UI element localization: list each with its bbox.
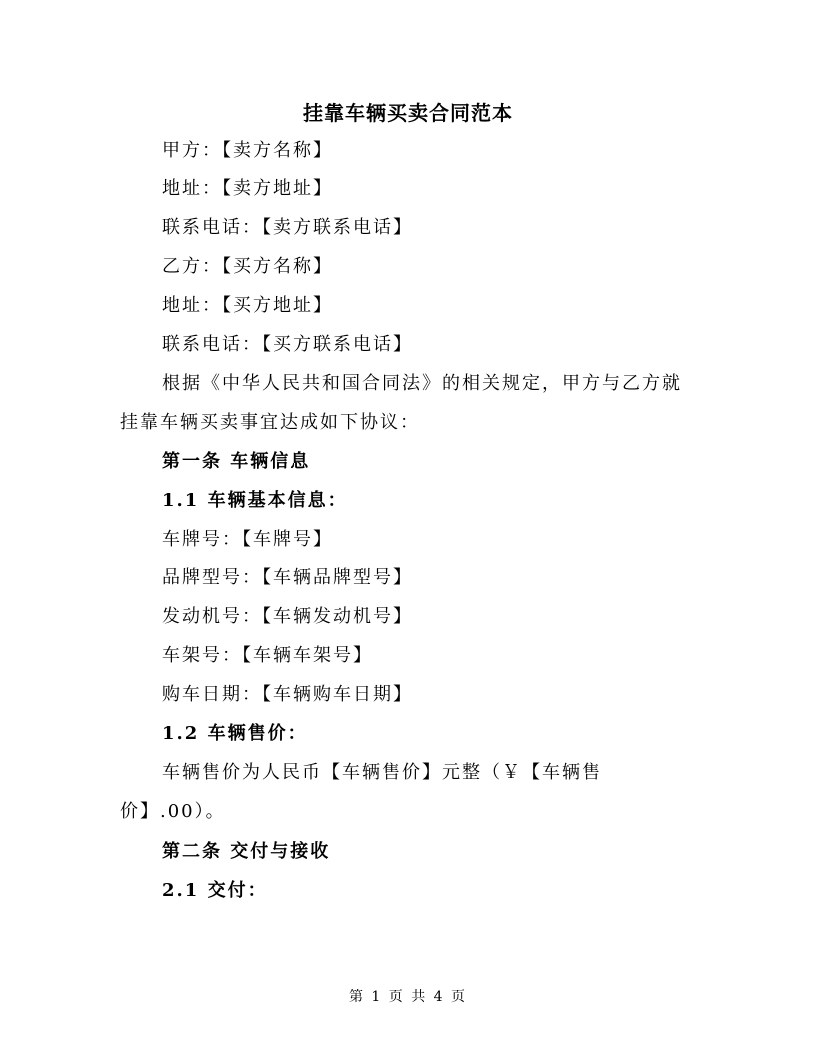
brand-model-field: 品牌型号：【车辆品牌型号】	[162, 567, 413, 588]
preamble-line-1: 根据《中华人民共和国合同法》的相关规定，甲方与乙方就	[162, 373, 682, 394]
article-1-heading: 第一条 车辆信息	[162, 451, 311, 472]
purchase-date-field: 购车日期：【车辆购车日期】	[162, 684, 413, 705]
vin-field: 车架号：【车辆车架号】	[162, 645, 373, 666]
page-footer: 第 1 页 共 4 页	[348, 989, 468, 1005]
article-2-heading: 第二条 交付与接收	[162, 841, 331, 862]
party-b-phone: 联系电话：【买方联系电话】	[162, 334, 413, 355]
price-line-2: 价】.00）。	[120, 801, 226, 822]
section-2-1-heading: 2.1 交付：	[162, 880, 268, 901]
document-title: 挂靠车辆买卖合同范本	[303, 101, 513, 125]
engine-number-field: 发动机号：【车辆发动机号】	[162, 606, 413, 627]
party-b-name: 乙方：【买方名称】	[162, 256, 333, 277]
price-line-1: 车辆售价为人民币【车辆售价】元整（￥【车辆售	[162, 762, 602, 783]
party-b-address: 地址：【买方地址】	[162, 295, 333, 316]
section-1-1-heading: 1.1 车辆基本信息：	[162, 490, 348, 511]
party-a-address: 地址：【卖方地址】	[162, 178, 333, 199]
section-1-2-heading: 1.2 车辆售价：	[162, 723, 308, 744]
preamble-line-2: 挂靠车辆买卖事宜达成如下协议：	[120, 412, 420, 433]
plate-number-field: 车牌号：【车牌号】	[162, 529, 333, 550]
party-a-phone: 联系电话：【卖方联系电话】	[162, 217, 413, 238]
party-a-name: 甲方：【卖方名称】	[162, 140, 333, 161]
